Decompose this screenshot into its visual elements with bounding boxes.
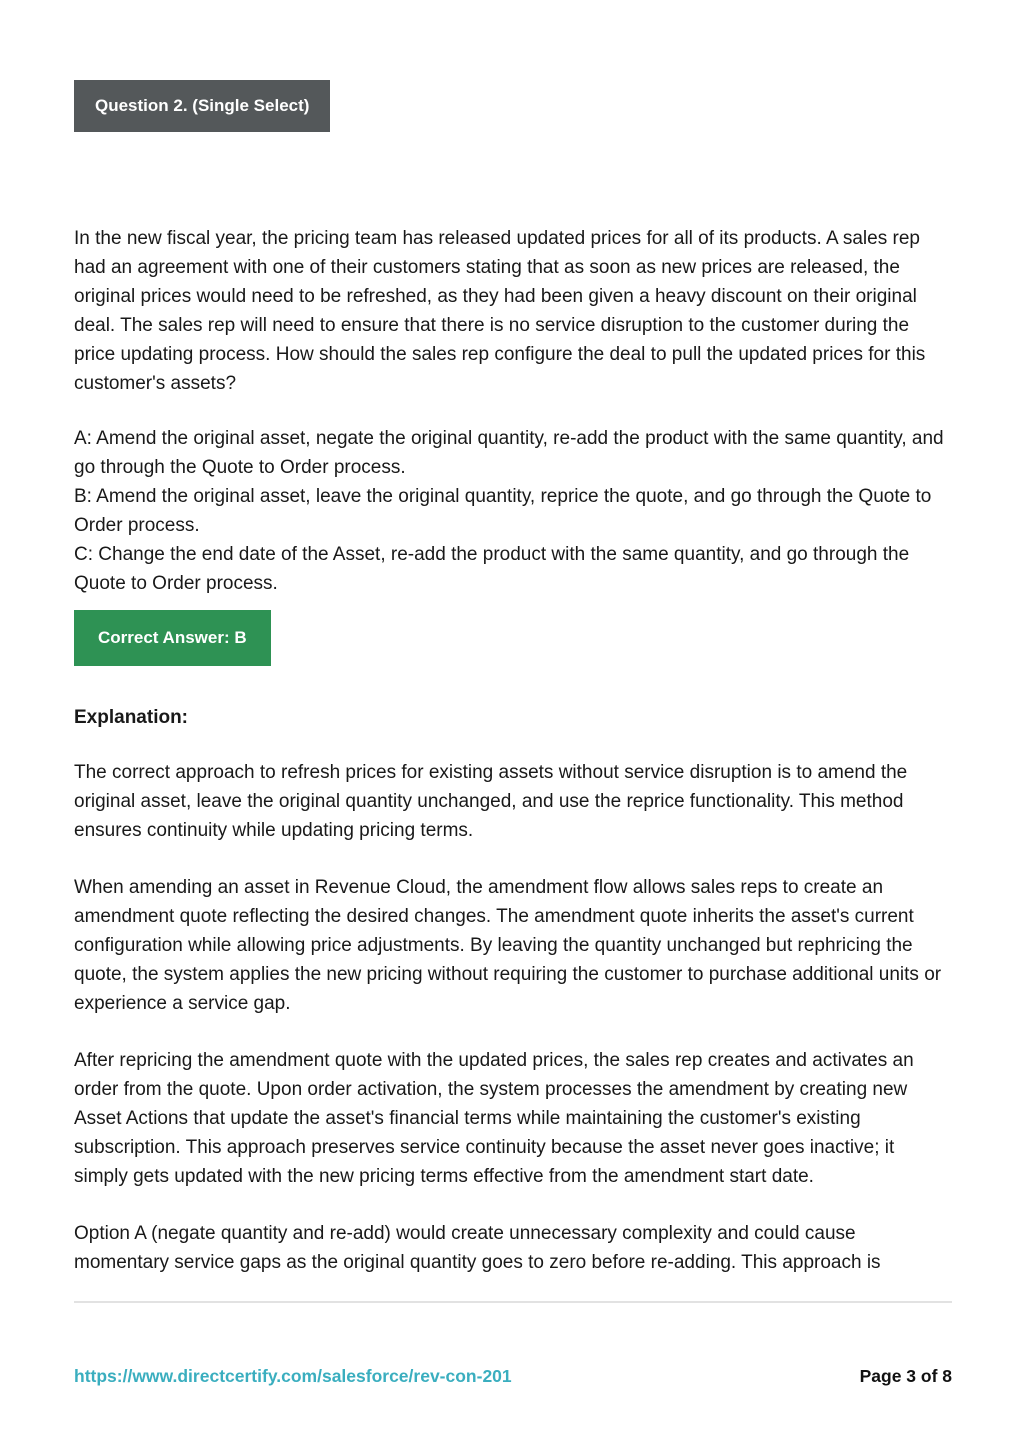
answer-option-c: C: Change the end date of the Asset, re-add the product with the same quantity, and go through the Quote to Order process.: [74, 544, 910, 594]
page-content: [74, 0, 952, 1387]
explanation-paragraph-4: Option A (negate quantity and re-add) would create unnecessary complexity and could cause momentary service gaps as the original quantity goes to zero before re-adding. This approach is: [74, 1223, 881, 1273]
answer-options: [74, 424, 952, 598]
explanation-paragraph-3: After repricing the amendment quote with the updated prices, the sales rep creates and activates an order from the quote. Upon order activation, the system processes the amendment by creating new Asset Actions that update the asset's financial terms while maintaining the customer's existing subscription. This approach preserves service continuity because the asset never goes inactive; it simply gets updated with the new pricing terms effective from the amendment start date.: [74, 1050, 914, 1187]
answer-option-b: B: Amend the original asset, leave the original quantity, reprice the quote, and go through the Quote to Order process.: [74, 486, 932, 536]
explanation-paragraph-1: The correct approach to refresh prices for existing assets without service disruption is to amend the original asset, leave the original quantity unchanged, and use the reprice functionality. This method ensures continuity while updating pricing terms.: [74, 762, 908, 841]
footer-link[interactable]: https://www.directcertify.com/salesforce/rev-con-201: [74, 1366, 512, 1386]
page-footer: [74, 1365, 952, 1387]
footer-divider: [74, 1301, 952, 1303]
explanation-heading: Explanation:: [74, 707, 189, 728]
answer-option-a: A: Amend the original asset, negate the original quantity, re-add the product with the same quantity, and go through the Quote to Order process.: [74, 428, 944, 478]
question-badge: Question 2. (Single Select): [74, 80, 330, 132]
page-number: Page 3 of 8: [859, 1366, 952, 1386]
correct-answer-badge: Correct Answer: B: [74, 610, 271, 666]
question-text: In the new fiscal year, the pricing team has released updated prices for all of its products. A sales rep had an agreement with one of their customers stating that as soon as new prices are released, the original prices would need to be refreshed, as they had been given a heavy discount on their original deal. The sales rep will need to ensure that there is no service disruption to the customer during the price updating process. How should the sales rep configure the deal to pull the updated prices for this customer's assets?: [74, 228, 926, 394]
explanation-paragraph-2: When amending an asset in Revenue Cloud, the amendment flow allows sales reps to create an amendment quote reflecting the desired changes. The amendment quote inherits the asset's current configuration while allowing price adjustments. By leaving the quantity unchanged but rephricing the quote, the system applies the new pricing without requiring the customer to purchase additional units or experience a service gap.: [74, 877, 942, 1014]
